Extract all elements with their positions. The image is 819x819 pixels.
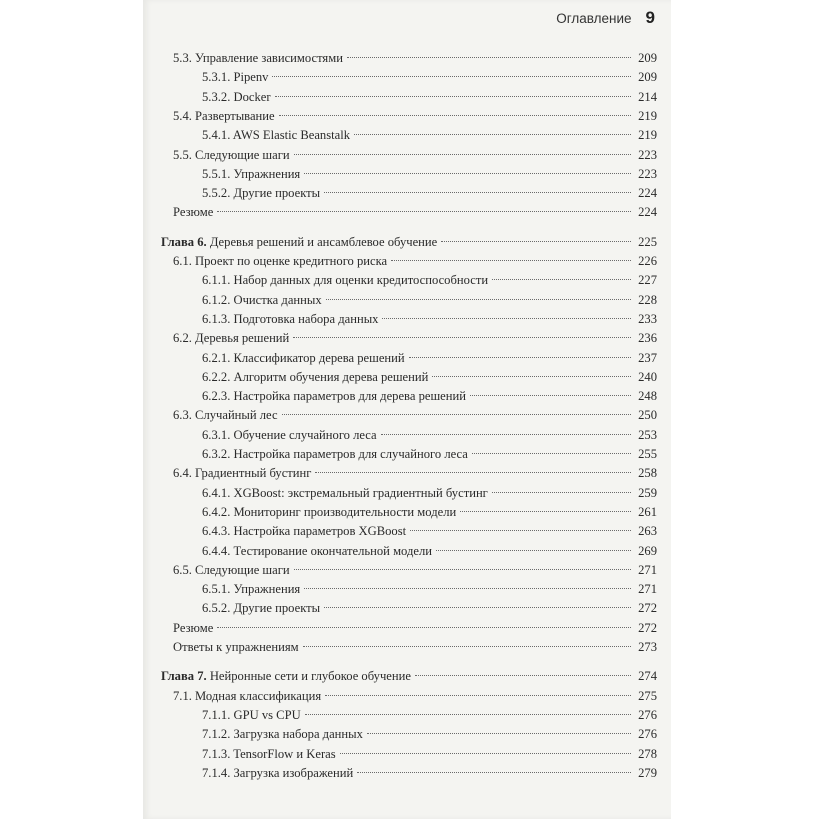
toc-entry-label: [202, 290, 322, 310]
toc-entry-title: 7.1.1. GPU vs CPU: [202, 707, 301, 722]
toc-entry-title: 5.5. Следующие шаги: [173, 147, 290, 162]
toc-page-number: 209: [638, 70, 657, 85]
dot-leader: [492, 492, 631, 493]
toc-subsection-entry: [202, 67, 657, 87]
dot-leader: [282, 414, 631, 415]
dot-leader: [217, 211, 631, 212]
dot-leader: [324, 607, 631, 608]
toc-entry-label: [202, 309, 378, 329]
toc-entry-title: 5.3.1. Pipenv: [202, 70, 269, 85]
dot-leader: [294, 569, 631, 570]
toc-page-number: 228: [638, 292, 657, 307]
toc-page-number: 278: [638, 746, 657, 761]
dot-leader: [409, 357, 631, 358]
toc-section-entry: [173, 560, 657, 580]
dot-leader: [415, 675, 631, 676]
toc-entry-title: 6.4. Градиентный бустинг: [173, 466, 312, 481]
toc-page-number: 279: [638, 765, 657, 780]
toc-subsection-entry: [202, 367, 657, 387]
dot-leader: [325, 695, 631, 696]
toc-entry-title: Нейронные сети и глубокое обучение: [209, 669, 411, 684]
toc-page-number: 271: [638, 582, 657, 597]
toc-entry-title: 6.2. Деревья решений: [173, 331, 290, 346]
toc-subsection-entry: [202, 290, 657, 310]
dot-leader: [279, 115, 631, 116]
dot-leader: [367, 733, 631, 734]
toc-entry-label: [173, 251, 387, 271]
toc-entry-label: [202, 164, 300, 184]
dot-leader: [275, 96, 631, 97]
toc-entry-label: [202, 367, 428, 387]
toc-entry-label: [202, 348, 405, 368]
toc-section-entry: [173, 405, 657, 425]
toc-subsection-entry: [202, 598, 657, 618]
toc-entry-title: 7.1. Модная классификация: [173, 688, 322, 703]
toc-entry-title: 6.2.3. Настройка параметров для дерева решений: [202, 389, 466, 404]
dot-leader: [354, 134, 631, 135]
toc-entry-label: [202, 744, 336, 764]
dot-leader: [432, 376, 631, 377]
toc-entry-label: [161, 232, 437, 252]
toc-entry-label: [202, 444, 468, 464]
toc-section-entry: [173, 637, 657, 657]
toc-section-entry: [173, 251, 657, 271]
toc-entry-title: Резюме: [173, 205, 214, 220]
toc-entry-title: 5.5.2. Другие проекты: [202, 186, 321, 201]
dot-leader: [217, 627, 631, 628]
dot-leader: [436, 550, 631, 551]
header-title: Оглавление: [556, 10, 632, 26]
toc-entry-title: 6.5.1. Упражнения: [202, 582, 301, 597]
toc-page-number: 258: [638, 466, 657, 481]
dot-leader: [305, 714, 631, 715]
toc-subsection-entry: [202, 348, 657, 368]
toc-page-number: 240: [638, 369, 657, 384]
toc-entry-title: Ответы к упражнениям: [173, 640, 299, 654]
toc-entry-title: 5.5.1. Упражнения: [202, 166, 301, 181]
toc-entry-label: [173, 686, 321, 706]
toc-subsection-entry: [202, 125, 657, 145]
toc-entry-title: 7.1.2. Загрузка набора данных: [202, 727, 363, 742]
toc-subsection-entry: [202, 705, 657, 725]
dot-leader: [472, 453, 631, 454]
dot-leader: [294, 154, 631, 155]
toc-page-number: 237: [638, 350, 657, 365]
toc-page-number: 223: [638, 147, 657, 162]
toc-entry-label: [202, 705, 301, 725]
toc-entry-label: [202, 763, 353, 783]
toc-entry-title: 6.3. Случайный лес: [173, 408, 278, 423]
toc-entry-label: [173, 463, 311, 483]
dot-leader: [382, 318, 631, 319]
toc-page-number: 219: [638, 128, 657, 143]
toc-page-number: 275: [638, 688, 657, 703]
toc-entry-label: [202, 521, 406, 541]
toc-entry-label: [202, 724, 363, 744]
toc-entry-title: 6.2.1. Классификатор дерева решений: [202, 350, 405, 365]
dot-leader: [492, 279, 631, 280]
toc-entry-label: [161, 666, 411, 686]
toc-section-entry: [173, 106, 657, 126]
dot-leader: [381, 434, 631, 435]
toc-entry-label: [202, 483, 488, 503]
toc-subsection-entry: [202, 270, 657, 290]
toc-entry-title: Резюме: [173, 620, 214, 635]
dot-leader: [470, 395, 631, 396]
toc-page-number: 226: [638, 254, 657, 268]
toc-subsection-entry: [202, 164, 657, 184]
toc-entry-title: 6.3.1. Обучение случайного леса: [202, 427, 377, 442]
toc-page-number: 263: [638, 524, 657, 539]
toc-page-number: 224: [638, 186, 657, 201]
toc-entry-label: [173, 106, 275, 126]
toc-entry-label: [202, 270, 488, 290]
toc-page-number: 276: [638, 727, 657, 742]
toc-subsection-entry: [202, 541, 657, 561]
toc-page-number: 269: [638, 543, 657, 558]
toc-subsection-entry: [202, 444, 657, 464]
toc-subsection-entry: [202, 521, 657, 541]
dot-leader: [324, 192, 631, 193]
toc-page-number: 236: [638, 331, 657, 346]
toc-chapter-entry: [161, 232, 657, 252]
header-page-number: 9: [645, 8, 655, 27]
toc-entry-title: 5.4.1. AWS Elastic Beanstalk: [202, 128, 350, 143]
toc-entry-label: [173, 618, 213, 638]
toc-subsection-entry: [202, 763, 657, 783]
dot-leader: [441, 241, 631, 242]
toc-entry-title: 6.2.2. Алгоритм обучения дерева решений: [202, 369, 429, 384]
dot-leader: [357, 772, 631, 773]
toc-entry-label: [202, 87, 271, 107]
dot-leader: [293, 337, 631, 338]
toc-page-number: 225: [638, 234, 657, 249]
toc-entry-title: 6.1.2. Очистка данных: [202, 292, 322, 307]
toc-page-number: 233: [638, 311, 657, 326]
toc-entry-label: [173, 560, 290, 580]
toc-subsection-entry: [202, 183, 657, 203]
toc-entry-label: [202, 579, 300, 599]
toc-entry-title: 5.4. Развертывание: [173, 108, 275, 123]
toc-entry-title: 6.1.1. Набор данных для оценки кредитоспособности: [202, 273, 489, 288]
toc-entry-title: 5.3. Управление зависимостями: [173, 51, 343, 65]
toc-entry-label: [173, 328, 289, 348]
toc-subsection-entry: [202, 87, 657, 107]
toc-entry-label: [202, 386, 466, 406]
toc-entry-title: 6.5.2. Другие проекты: [202, 601, 321, 616]
toc-page-number: 259: [638, 485, 657, 500]
toc-page-number: 248: [638, 389, 657, 404]
toc-entry-label: [202, 125, 350, 145]
toc-entry-label: [202, 183, 320, 203]
toc-section-entry: [173, 202, 657, 222]
toc-entry-title: 6.3.2. Настройка параметров для случайного леса: [202, 447, 468, 461]
toc-page-number: 272: [638, 601, 657, 616]
toc-entry-title: 6.5. Следующие шаги: [173, 562, 290, 577]
toc-entry-label: [202, 598, 320, 618]
toc-section-entry: [173, 686, 657, 706]
dot-leader: [410, 530, 631, 531]
toc-page-number: 224: [638, 205, 657, 220]
toc-page-number: 271: [638, 562, 657, 577]
toc-subsection-entry: [202, 579, 657, 599]
toc-subsection-entry: [202, 386, 657, 406]
toc-page-number: 227: [638, 273, 657, 288]
toc-page-number: 219: [638, 108, 657, 123]
toc-entry-title: 6.1. Проект по оценке кредитного риска: [173, 254, 388, 268]
running-header: [143, 6, 655, 30]
book-page: [143, 0, 671, 819]
toc-entry-title: 7.1.3. TensorFlow и Keras: [202, 746, 336, 761]
toc-subsection-entry: [202, 483, 657, 503]
toc-page-number: 223: [638, 166, 657, 181]
toc-entry-label: [173, 405, 278, 425]
toc-chapter-prefix: Глава 6.: [161, 234, 207, 249]
toc-subsection-entry: [202, 425, 657, 445]
toc-section-entry: [173, 328, 657, 348]
dot-leader: [340, 753, 631, 754]
toc-entry-label: [202, 502, 456, 522]
toc-subsection-entry: [202, 744, 657, 764]
dot-leader: [304, 173, 631, 174]
toc-entry-title: Деревья решений и ансамблевое обучение: [209, 234, 438, 249]
toc-page-number: 253: [638, 427, 657, 442]
toc-entry-label: [173, 202, 213, 222]
dot-leader: [304, 588, 631, 589]
toc-entry-label: [173, 637, 299, 657]
toc-page-number: 274: [638, 669, 657, 684]
toc-entry-label: [202, 425, 377, 445]
dot-leader: [315, 472, 631, 473]
toc-entry-label: [202, 67, 268, 87]
toc-entry-title: 7.1.4. Загрузка изображений: [202, 765, 354, 780]
toc-page-number: 250: [638, 408, 657, 423]
toc-subsection-entry: [202, 724, 657, 744]
toc-page-number: 209: [638, 51, 657, 65]
toc-section-entry: [173, 463, 657, 483]
dot-leader: [326, 299, 631, 300]
toc-entry-title: 6.4.2. Мониторинг производительности модели: [202, 504, 457, 519]
toc-chapter-prefix: Глава 7.: [161, 669, 207, 684]
toc-section-entry: [173, 145, 657, 165]
toc-subsection-entry: [202, 309, 657, 329]
toc-entry-title: 6.1.3. Подготовка набора данных: [202, 311, 379, 326]
toc-entry-title: 6.4.4. Тестирование окончательной модели: [202, 543, 432, 558]
toc-page-number: 214: [638, 89, 657, 104]
toc-section-entry: [173, 618, 657, 638]
toc-entry-label: [173, 145, 290, 165]
toc-entry-label: [202, 541, 432, 561]
toc-section-entry: [173, 48, 657, 68]
toc-subsection-entry: [202, 502, 657, 522]
toc-entry-label: [173, 48, 343, 68]
toc-entry-title: 6.4.3. Настройка параметров XGBoost: [202, 524, 407, 539]
toc-page-number: 255: [638, 447, 657, 461]
toc-entry-title: 5.3.2. Docker: [202, 89, 271, 104]
toc-page-number: 273: [638, 640, 657, 654]
toc-entry-title: 6.4.1. XGBoost: экстремальный градиентный бустинг: [202, 485, 488, 500]
dot-leader: [347, 57, 631, 58]
dot-leader: [303, 646, 631, 647]
dot-leader: [391, 260, 631, 261]
toc-page-number: 276: [638, 707, 657, 722]
toc-page-number: 272: [638, 620, 657, 635]
dot-leader: [460, 511, 631, 512]
dot-leader: [272, 76, 631, 77]
toc-page-number: 261: [638, 504, 657, 519]
toc-chapter-entry: [161, 666, 657, 686]
